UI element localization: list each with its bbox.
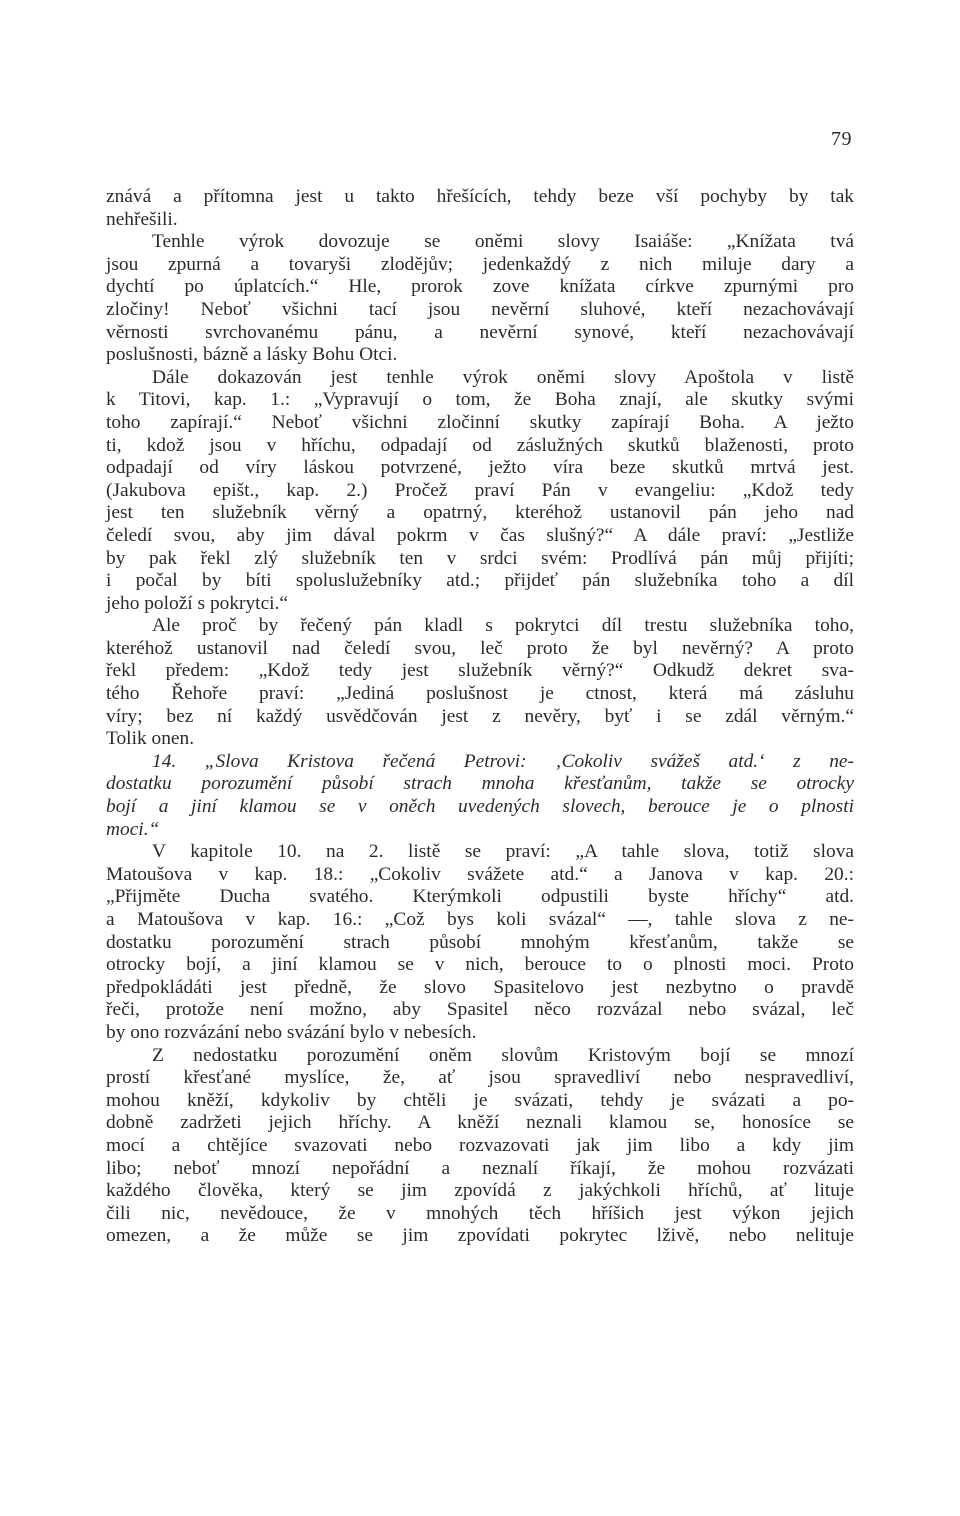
text-line: čili nic, nevědouce, že v mnohých těch hříšich jest výkon jejich: [106, 1202, 854, 1224]
text-line: předpokládáti jest předně, že slovo Spasitelovo jest nezbytno o pravdě: [106, 976, 854, 998]
text-line: dostatku porozumění strach působí mnohým křesťanům, takže se: [106, 931, 854, 953]
text-line: Tenhle výrok dovozuje se oněmi slovy Isaiáše: „Knížata tvá: [152, 231, 854, 253]
text-line: Z nedostatku porozumění oněm slovům Kristovým bojí se mnozí: [152, 1044, 854, 1066]
text-line: odpadají od víry láskou potvrzené, ježto víra beze skutků mrtvá jest.: [106, 457, 854, 479]
text-line: mohou kněží, kdykoliv by chtěli je svázati, tehdy je svázati a po-: [106, 1089, 854, 1111]
text-line: Dále dokazován jest tenhle výrok oněmi slovy Apoštola v listě: [152, 366, 854, 388]
text-line: dychtí po úplatcích.“ Hle, prorok zove knížata církve zpurnými pro: [106, 276, 854, 298]
text-line: a Matoušova v kap. 16.: „Což bys koli svázal“ —, tahle slova z ne-: [106, 909, 854, 930]
text-line: Tolik onen.: [106, 728, 195, 750]
text-line: nehřešili.: [106, 208, 178, 230]
text-line: i počal by bíti spoluslužebníky atd.; přijdeť pán služebníka toho a díl: [106, 570, 854, 592]
text-line: dostatku porozumění působí strach mnoha křesťanům, takže se otrocky: [106, 773, 854, 795]
text-line: ti, kdož jsou v hříchu, odpadají od záslužných skutků blaženosti, proto: [106, 434, 854, 456]
text-line: V kapitole 10. na 2. listě se praví: „A tahle slova, totiž slova: [152, 841, 854, 863]
text-line: poslušnosti, bázně a lásky Bohu Otci.: [106, 344, 398, 366]
text-line: 14. „Slova Kristova řečená Petrovi: ‚Cokoliv svážeš atd.‘ z ne-: [152, 750, 854, 772]
text-line: řeči, protože není možno, aby Spasitel něco rozvázal nebo svázal, leč: [106, 999, 854, 1021]
text-line: libo; neboť mnozí nepořádní a neznalí říkají, že mohou rozvázati: [106, 1157, 854, 1179]
text-line: otrocky bojí, a jiní klamou se v nich, berouce to o plnosti moci. Proto: [106, 954, 854, 976]
text-line: omezen, a že může se jim zpovídati pokrytec lživě, nebo nelituje: [106, 1225, 854, 1247]
text-line: jest ten služebník věrný a opatrný, kteréhož ustanovil pán jeho nad: [106, 502, 854, 524]
text-line: Matoušova v kap. 18.: „Cokoliv svážete atd.“ a Janova v kap. 20.:: [106, 863, 854, 885]
text-line: víry; bez ní každý usvědčován jest z nevěry, byť i se zdál věrným.“: [106, 705, 854, 727]
text-line: čeledí svou, aby jim dával pokrm v čas slušný?“ A dále praví: „Jestliže: [106, 524, 854, 546]
text-line: toho zapírají.“ Neboť všichni zločinní skutky zapírají Boha. A ježto: [106, 411, 854, 433]
text-line: věrnosti svrchovanému pánu, a nevěrní synové, kteří nezachovávají: [106, 321, 854, 343]
text-line: k Titovi, kap. 1.: „Vypravují o tom, že Boha znají, ale skutky svými: [106, 389, 854, 411]
text-line: by pak řekl zlý služebník ten v srdci svém: Prodlívá pán můj přijíti;: [106, 547, 854, 569]
text-line: mocí a chtějíce svazovati nebo rozvazovati jak jim libo a kdy jim: [106, 1134, 854, 1156]
text-line: moci.“: [106, 818, 160, 840]
text-line: řekl předem: „Kdož tedy jest služebník věrný?“ Odkudž dekret sva-: [106, 660, 854, 682]
text-line: tého Řehoře praví: „Jediná poslušnost je ctnost, která má zásluhu: [106, 683, 854, 705]
text-line: znává a přítomna jest u takto hřešících, tehdy beze vší pochyby by tak: [106, 186, 854, 207]
text-line: (Jakubova epišt., kap. 2.) Pročež praví Pán v evangeliu: „Kdož tedy: [106, 479, 854, 501]
text-line: bojí a jiní klamou se v oněch uvedených slovech, berouce je o plnosti: [106, 796, 854, 818]
text-line: by ono rozvázání nebo svázání bylo v nebesích.: [106, 1021, 477, 1043]
text-line: každého člověka, který se jim zpovídá z jakýchkoli hříchů, ať lituje: [106, 1180, 854, 1202]
text-line: Ale proč by řečený pán kladl s pokrytci díl trestu služebníka toho,: [152, 615, 854, 637]
page-number: 79: [831, 128, 852, 150]
text-line: „Přijměte Ducha svatého. Kterýmkoli odpustili byste hříchy“ atd.: [106, 886, 854, 908]
text-line: prostí křesťané myslíce, že, ať jsou spravedliví nebo nespravedliví,: [106, 1067, 854, 1089]
text-line: dobně zadržeti jejich hříchy. A kněží neznali klamou se, honosíce se: [106, 1112, 854, 1134]
text-line: kteréhož ustanovil nad čeledí svou, leč proto že byl nevěrný? A proto: [106, 637, 854, 659]
body-text: [106, 186, 854, 1248]
text-line: zločiny! Neboť všichni tací jsou nevěrní sluhové, kteří nezachovávají: [106, 298, 854, 320]
text-line: jsou zpurná a tovaryši zlodějův; jedenkaždý z nich miluje dary a: [106, 253, 854, 275]
text-line: jeho položí s pokrytci.“: [106, 592, 289, 614]
